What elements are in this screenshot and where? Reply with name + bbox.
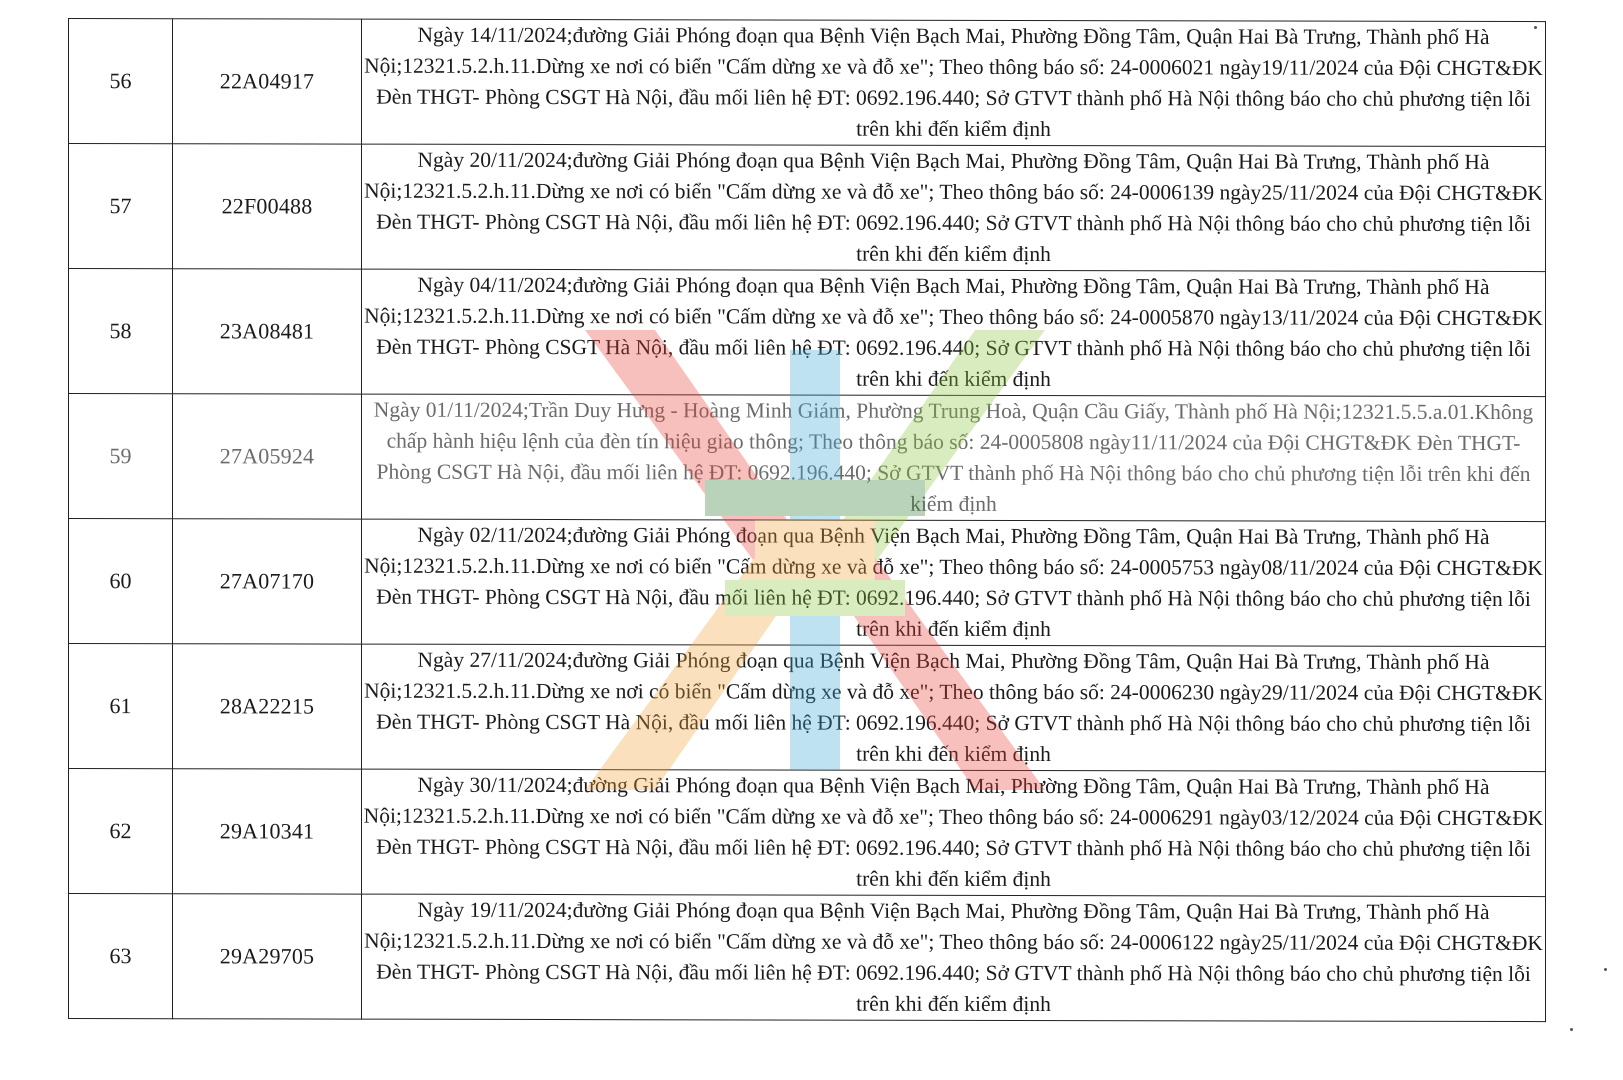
table-row bbox=[69, 769, 1546, 897]
violation-description: Ngày 20/11/2024;đường Giải Phóng đoạn qua Bệnh Viện Bạch Mai, Phường Đồng Tâm, Quận Hai Bà Trưng, Thành phố Hà Nội;12321.5.2.h.11.Dừng xe nơi có biển "Cấm dừng xe và đỗ xe"; Theo thông báo số: 24-0006139 ngày25/11/2024 của Đội CHGT&ĐK Đèn THGT- Phòng CSGT Hà Nội, đầu mối liên hệ ĐT: 0692.196.440; Sở GTVT thành phố Hà Nội thông báo cho chủ phương tiện lỗi trên khi đến kiểm định bbox=[362, 144, 1546, 271]
row-number: 59 bbox=[69, 394, 173, 519]
row-number: 56 bbox=[69, 19, 173, 144]
violation-description: Ngày 19/11/2024;đường Giải Phóng đoạn qua Bệnh Viện Bạch Mai, Phường Đồng Tâm, Quận Hai Bà Trưng, Thành phố Hà Nội;12321.5.2.h.11.Dừng xe nơi có biển "Cấm dừng xe và đỗ xe"; Theo thông báo số: 24-0006122 ngày25/11/2024 của Đội CHGT&ĐK Đèn THGT- Phòng CSGT Hà Nội, đầu mối liên hệ ĐT: 0692.196.440; Sở GTVT thành phố Hà Nội thông báo cho chủ phương tiện lỗi trên khi đến kiểm định bbox=[362, 894, 1546, 1021]
row-number: 58 bbox=[69, 269, 173, 394]
row-number: 61 bbox=[69, 644, 173, 769]
table-row bbox=[69, 644, 1546, 772]
table-row bbox=[69, 394, 1546, 522]
row-number: 60 bbox=[69, 519, 173, 644]
table-row bbox=[69, 19, 1546, 147]
license-plate: 29A29705 bbox=[173, 894, 362, 1019]
license-plate: 29A10341 bbox=[173, 769, 362, 894]
violation-description: Ngày 01/11/2024;Trần Duy Hưng - Hoàng Minh Giám, Phường Trung Hoà, Quận Cầu Giấy, Thành phố Hà Nội;12321.5.5.a.01.Không chấp hành hiệu lệnh của đèn tín hiệu giao thông; Theo thông báo số: 24-0005808 ngày11/11/2024 của Đội CHGT&ĐK Đèn THGT- Phòng CSGT Hà Nội, đầu mối liên hệ ĐT: 0692.196.440; Sở GTVT thành phố Hà Nội thông báo cho chủ phương tiện lỗi trên khi đến kiểm định bbox=[362, 394, 1546, 521]
license-plate: 22F00488 bbox=[173, 144, 362, 269]
license-plate: 27A05924 bbox=[173, 394, 362, 519]
scan-speck bbox=[1534, 26, 1537, 29]
scan-speck bbox=[1604, 968, 1607, 971]
violations-table bbox=[68, 18, 1546, 1022]
license-plate: 23A08481 bbox=[173, 269, 362, 394]
license-plate: 22A04917 bbox=[173, 19, 362, 144]
row-number: 57 bbox=[69, 144, 173, 269]
scan-speck bbox=[1570, 1028, 1573, 1031]
violation-description: Ngày 27/11/2024;đường Giải Phóng đoạn qua Bệnh Viện Bạch Mai, Phường Đồng Tâm, Quận Hai Bà Trưng, Thành phố Hà Nội;12321.5.2.h.11.Dừng xe nơi có biển "Cấm dừng xe và đỗ xe"; Theo thông báo số: 24-0006230 ngày29/11/2024 của Đội CHGT&ĐK Đèn THGT- Phòng CSGT Hà Nội, đầu mối liên hệ ĐT: 0692.196.440; Sở GTVT thành phố Hà Nội thông báo cho chủ phương tiện lỗi trên khi đến kiểm định bbox=[362, 644, 1546, 771]
row-number: 62 bbox=[69, 769, 173, 894]
violation-description: Ngày 14/11/2024;đường Giải Phóng đoạn qua Bệnh Viện Bạch Mai, Phường Đồng Tâm, Quận Hai Bà Trưng, Thành phố Hà Nội;12321.5.2.h.11.Dừng xe nơi có biển "Cấm dừng xe và đỗ xe"; Theo thông báo số: 24-0006021 ngày19/11/2024 của Đội CHGT&ĐK Đèn THGT- Phòng CSGT Hà Nội, đầu mối liên hệ ĐT: 0692.196.440; Sở GTVT thành phố Hà Nội thông báo cho chủ phương tiện lỗi trên khi đến kiểm định bbox=[362, 19, 1546, 146]
license-plate: 28A22215 bbox=[173, 644, 362, 769]
row-number: 63 bbox=[69, 894, 173, 1019]
table-row bbox=[69, 144, 1546, 272]
violation-description: Ngày 02/11/2024;đường Giải Phóng đoạn qua Bệnh Viện Bạch Mai, Phường Đồng Tâm, Quận Hai Bà Trưng, Thành phố Hà Nội;12321.5.2.h.11.Dừng xe nơi có biển "Cấm dừng xe và đỗ xe"; Theo thông báo số: 24-0005753 ngày08/11/2024 của Đội CHGT&ĐK Đèn THGT- Phòng CSGT Hà Nội, đầu mối liên hệ ĐT: 0692.196.440; Sở GTVT thành phố Hà Nội thông báo cho chủ phương tiện lỗi trên khi đến kiểm định bbox=[362, 519, 1546, 646]
violation-description: Ngày 04/11/2024;đường Giải Phóng đoạn qua Bệnh Viện Bạch Mai, Phường Đồng Tâm, Quận Hai Bà Trưng, Thành phố Hà Nội;12321.5.2.h.11.Dừng xe nơi có biển "Cấm dừng xe và đỗ xe"; Theo thông báo số: 24-0005870 ngày13/11/2024 của Đội CHGT&ĐK Đèn THGT- Phòng CSGT Hà Nội, đầu mối liên hệ ĐT: 0692.196.440; Sở GTVT thành phố Hà Nội thông báo cho chủ phương tiện lỗi trên khi đến kiểm định bbox=[362, 269, 1546, 396]
table-row bbox=[69, 269, 1546, 397]
license-plate: 27A07170 bbox=[173, 519, 362, 644]
table-row bbox=[69, 894, 1546, 1022]
table-row bbox=[69, 519, 1546, 647]
violation-description: Ngày 30/11/2024;đường Giải Phóng đoạn qua Bệnh Viện Bạch Mai, Phường Đồng Tâm, Quận Hai Bà Trưng, Thành phố Hà Nội;12321.5.2.h.11.Dừng xe nơi có biển "Cấm dừng xe và đỗ xe"; Theo thông báo số: 24-0006291 ngày03/12/2024 của Đội CHGT&ĐK Đèn THGT- Phòng CSGT Hà Nội, đầu mối liên hệ ĐT: 0692.196.440; Sở GTVT thành phố Hà Nội thông báo cho chủ phương tiện lỗi trên khi đến kiểm định bbox=[362, 769, 1546, 896]
